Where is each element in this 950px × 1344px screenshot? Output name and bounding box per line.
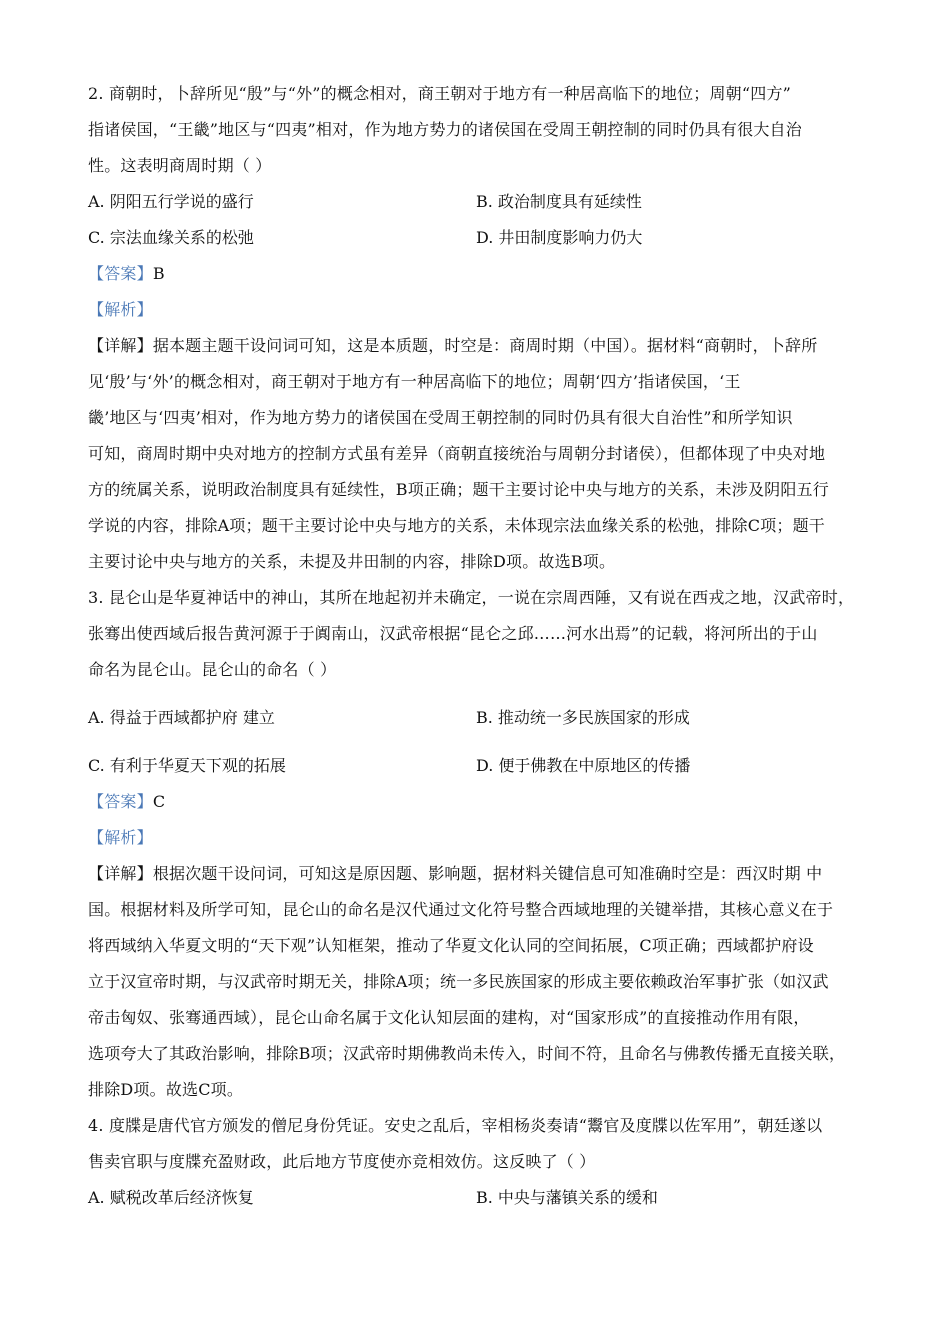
detail-text: 根据次题干设问词，可知这是原因题、影响题，据材料关键信息可知准确时空是：西汉时期 中 xyxy=(152,864,823,883)
question-stem-line: 2. 商朝时，卜辞所见“殷”与“外”的概念相对，商王朝对于地方有一种居高临下的地位；周朝“四方” xyxy=(88,84,792,103)
answer-value: C xyxy=(152,792,166,811)
detail-line xyxy=(88,856,868,892)
answer-tag: 【答案】 xyxy=(88,264,153,283)
analysis-tag: 【解析】 xyxy=(88,828,153,847)
detail-line: 见‘殷’与‘外’的概念相对，商王朝对于地方有一种居高临下的地位；周朝‘四方’指诸侯国，‘王 xyxy=(88,372,741,391)
question-4 xyxy=(88,1108,868,1216)
answer-tag: 【答案】 xyxy=(88,792,153,811)
question-2 xyxy=(88,76,868,580)
option-d: D. 便于佛教在中原地区的传播 xyxy=(476,756,691,775)
option-b: B. 推动统一多民族国家的形成 xyxy=(476,708,690,727)
detail-line: 立于汉宣帝时期，与汉武帝时期无关，排除A项；统一多民族国家的形成主要依赖政治军事扩张（如汉武 xyxy=(88,972,829,991)
option-b: B. 中央与藩镇关系的缓和 xyxy=(476,1188,658,1207)
options-row xyxy=(88,184,868,220)
detail-line: 方的统属关系，说明政治制度具有延续性，B项正确；题干主要讨论中央与地方的关系，未涉及阴阳五行 xyxy=(88,480,829,499)
question-stem-line: 命名为昆仑山。昆仑山的命名（ ） xyxy=(88,660,337,679)
detail-line: 选项夸大了其政治影响，排除B项；汉武帝时期佛教尚未传入，时间不符，且命名与佛教传播无直接关联， xyxy=(88,1044,846,1063)
question-stem-line: 4. 度牒是唐代官方颁发的僧尼身份凭证。安史之乱后，宰相杨炎奏请“鬻官及度牒以佐军用”，朝廷遂以 xyxy=(88,1116,823,1135)
options-row xyxy=(88,748,868,784)
analysis-tag: 【解析】 xyxy=(88,300,153,319)
option-a: A. 阴阳五行学说的盛行 xyxy=(88,192,254,211)
detail-line xyxy=(88,328,868,364)
option-a: A. 得益于西域都护府 建立 xyxy=(88,708,275,727)
answer-line xyxy=(88,784,868,820)
option-a: A. 赋税改革后经济恢复 xyxy=(88,1188,254,1207)
analysis-line xyxy=(88,292,868,328)
option-c: C. 有利于华夏天下观的拓展 xyxy=(88,756,286,775)
question-stem-line: 张骞出使西域后报告黄河源于于阗南山，汉武帝根据“昆仑之邱……河水出焉”的记载，将河所出的于山 xyxy=(88,624,818,643)
answer-line xyxy=(88,256,868,292)
document-page xyxy=(88,76,868,1216)
option-b: B. 政治制度具有延续性 xyxy=(476,192,642,211)
detail-line: 学说的内容，排除A项；题干主要讨论中央与地方的关系，未体现宗法血缘关系的松弛，排除C项；题干 xyxy=(88,516,825,535)
detail-line: 帝击匈奴、张骞通西域），昆仑山命名属于文化认知层面的建构，对“国家形成”的直接推动作用有限， xyxy=(88,1008,810,1027)
detail-line: 主要讨论中央与地方的关系，未提及井田制的内容，排除D项。故选B项。 xyxy=(88,552,616,571)
option-c: C. 宗法血缘关系的松弛 xyxy=(88,228,254,247)
answer-value: B xyxy=(152,264,165,283)
options-row xyxy=(88,1180,868,1216)
detail-text: 据本题主题干设问词可知，这是本质题，时空是：商周时期（中国）。据材料“商朝时，卜辞所 xyxy=(152,336,818,355)
options-row xyxy=(88,700,868,736)
detail-line: 可知，商周时期中央对地方的控制方式虽有差异（商朝直接统治与周朝分封诸侯），但都体现了中央对地 xyxy=(88,444,826,463)
question-3 xyxy=(88,580,868,1108)
question-stem-line: 3. 昆仑山是华夏神话中的神山，其所在地起初并未确定，一说在宗周西陲，又有说在西戎之地，汉武帝时， xyxy=(88,588,855,607)
detail-tag: 【详解】 xyxy=(88,864,153,883)
detail-line: 将西域纳入华夏文明的“天下观”认知框架，推动了华夏文化认同的空间拓展，C项正确；西域都护府设 xyxy=(88,936,814,955)
question-stem-line: 指诸侯国，“王畿”地区与“四夷”相对，作为地方势力的诸侯国在受周王朝控制的同时仍具有很大自治 xyxy=(88,120,802,139)
option-d: D. 井田制度影响力仍大 xyxy=(476,228,643,247)
detail-line: 畿’地区与‘四夷’相对，作为地方势力的诸侯国在受周王朝控制的同时仍具有很大自治性”和所学知识 xyxy=(88,408,793,427)
question-stem-line: 性。这表明商周时期（ ） xyxy=(88,156,272,175)
detail-line: 排除D项。故选C项。 xyxy=(88,1080,244,1099)
detail-tag: 【详解】 xyxy=(88,336,153,355)
analysis-line xyxy=(88,820,868,856)
options-row xyxy=(88,220,868,256)
question-stem-line: 售卖官职与度牒充盈财政，此后地方节度使亦竞相效仿。这反映了（ ） xyxy=(88,1152,596,1171)
detail-line: 国。根据材料及所学可知，昆仑山的命名是汉代通过文化符号整合西域地理的关键举措，其核心意义在于 xyxy=(88,900,834,919)
